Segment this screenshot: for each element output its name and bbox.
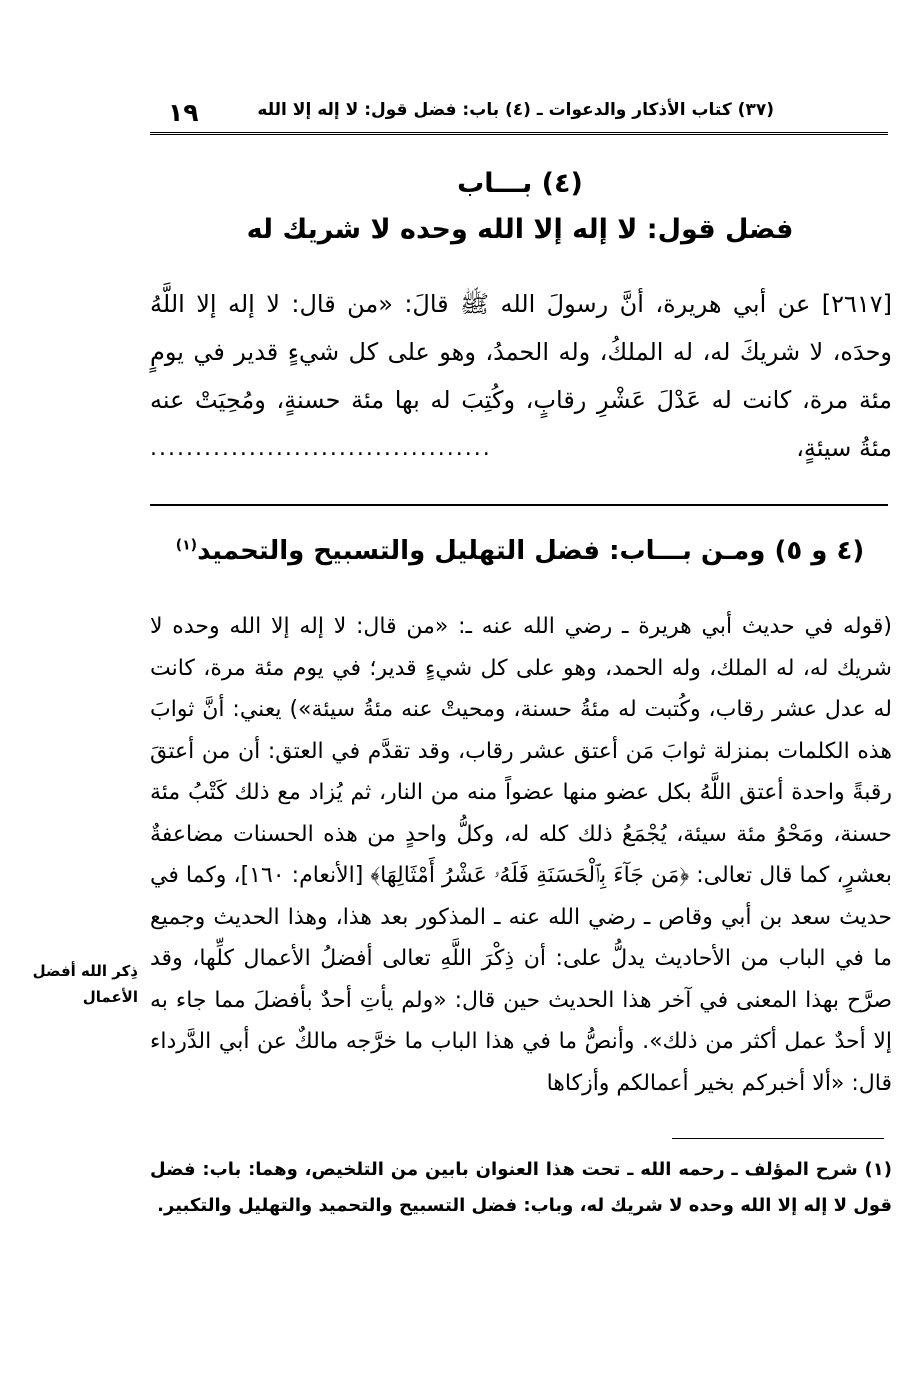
hadith-text: [٢٦١٧] عن أبي هريرة، أنَّ رسولَ الله ﷺ قالَ: «من قال: لا إله إلا اللَّهُ وحدَه، لا شريكَ له، له الملكُ، وله الحمدُ، وهو على كل شيءٍ قدير في يومٍ مئة مرة، كانت له عَدْلَ عَشْرِ رقابٍ، وكُتِبَ له بها مئة حسنةٍ، ومُحِيَتْ عنه مئةُ سيئةٍ، (150, 290, 892, 462)
chapter-heading: (٤) بـــاب (457, 168, 583, 199)
running-header (150, 96, 774, 130)
ellipsis-dots: ...................................... (150, 436, 492, 461)
section-divider (150, 504, 888, 506)
chapter-title: فضل قول: لا إله إلا الله وحده لا شريك له (246, 214, 794, 245)
page-number: ١٩ (168, 98, 199, 127)
commentary-text: (قوله في حديث أبي هريرة ـ رضي الله عنه ـ: «من قال: لا إله إلا الله وحده لا شريك له، له الملك، وله الحمد، وهو على كل شيءٍ قدير؛ في يوم مئة مرة، كانت له عدل عشر رقاب، وكُتبت له مئةُ حسنة، ومحيتْ عنه مئةُ سيئة») يعني: أنَّ ثوابَ هذه الكلمات بمنزلة ثوابَ مَن أعتق عشر رقاب، وقد تقدَّم في العتق: أن من أعتقَ رقبةً واحدة أعتق اللَّهُ بكل عضو منها عضواً منه من النار، ثم يُزاد مع ذلك كَتْبُ مئة حسنة، ومَحْوُ مئة سيئة، يُجْمَعُ ذلك كله له، وكلُّ واحدٍ من هذه الحسنات مضاعفةٌ بعشرٍ، كما قال تعالى: ﴿مَن جَآءَ بِٱلْحَسَنَةِ فَلَهُۥ عَشْرُ أَمْثَالِهَا﴾ [الأنعام: ١٦٠]، وكما في حديث سعد بن أبي وقاص ـ رضي الله عنه ـ المذكور بعد هذا، وهذا الحديث وجميع ما في الباب من الأحاديث يدلُّ على: أن ذِكْرَ اللَّهِ تعالى أفضلُ الأعمال كلِّها، وقد صرَّح بهذا المعنى في آخر هذا الحديث حين قال: «ولم يأتِ أحدٌ بأفضلَ مما جاء به إلا أحدٌ عمل أكثر من ذلك». وأنصُّ ما في هذا الباب ما خرَّجه مالكٌ عن أبي الدَّرداء قال: «ألا أخبركم بخير أعمالكم وأزكاها (150, 614, 892, 1096)
footnote-marker: (١) (175, 537, 198, 554)
commentary-title (150, 536, 890, 566)
margin-note: ذِكر الله أفضل الأعمال (32, 962, 138, 1006)
footnote-text: (١) شرح المؤلف ـ رحمه الله ـ تحت هذا العنوان بابين من التلخيص، وهما: باب: فضل قول لا إله إلا الله وحده لا شريك له، وباب: فضل التسبيح والتحميد والتهليل والتكبير. (150, 1159, 892, 1216)
commentary-title-text: (٤ و ٥) ومـن بـــاب: فضل التهليل والتسبيح والتحميد (197, 536, 865, 566)
running-title: (٣٧) كتاب الأذكار والدعوات ـ (٤) باب: فضل قول: لا إله إلا الله (257, 100, 774, 120)
footnote-rule (672, 1138, 884, 1139)
header-rule (150, 132, 888, 135)
